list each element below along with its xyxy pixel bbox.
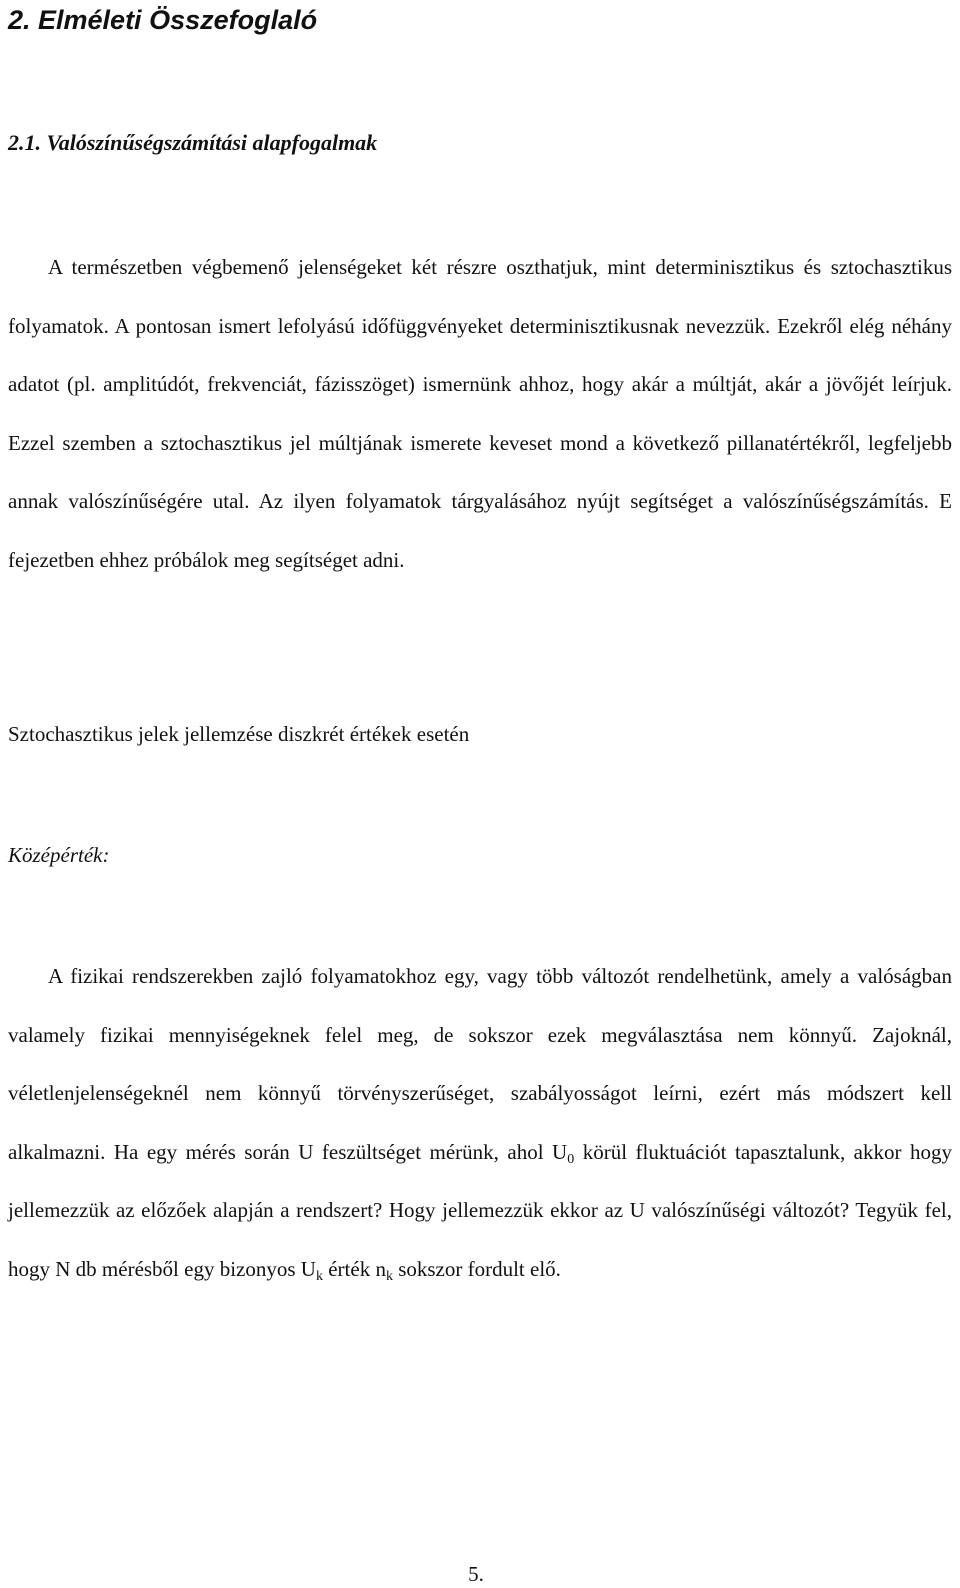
page-number: 5. xyxy=(468,1562,484,1586)
section-title: 2.1. Valószínűségszámítási alapfogalmak xyxy=(8,130,378,155)
main-paragraph-text-1: A fizikai rendszerekben zajló folyamatokhoz egy, vagy több változót rendelhetünk, amely a valóságban valamely fizikai mennyiségeknek felel meg, de sokszor ezek megválasztása nem könnyű. Zajoknál, véletlenjelenségeknél nem könnyű törvényszerűséget, szabályosságot leírni, ezért más módszert kell alkalmazni. Ha egy mérés során U feszültséget mérünk, ahol U xyxy=(8,964,952,1164)
main-paragraph-text-4: sokszor fordult elő. xyxy=(392,1256,561,1281)
main-paragraph-text-2: körül fluktuációt tapasztalunk, akkor hogy jellemezzük az előzőek alapján a rendszert? Hogy jellemezzük ekkor az U valószínűségi változót? Tegyük fel, hogy N db mérésből egy bizonyos U xyxy=(8,1139,952,1281)
subscript-u0: 0 xyxy=(567,1151,575,1167)
subscript-nk: k xyxy=(385,1268,393,1284)
main-paragraph-block xyxy=(8,947,952,1298)
subscript-uk: k xyxy=(315,1268,323,1284)
main-paragraph xyxy=(8,947,952,1298)
intro-paragraph-block xyxy=(8,238,952,589)
term-heading: Középérték: xyxy=(8,843,110,867)
subheading: Sztochasztikus jelek jellemzése diszkrét értékek esetén xyxy=(8,722,470,746)
main-paragraph-text-3: érték n xyxy=(322,1256,386,1281)
chapter-title: 2. Elméleti Összefoglaló xyxy=(8,5,318,35)
intro-paragraph: A természetben végbemenő jelenségeket két részre oszthatjuk, mint determinisztikus és sztochasztikus folyamatok. A pontosan ismert lefolyású időfüggvényeket determinisztikusnak nevezzük. Ezekről elég néhány adatot (pl. amplitúdót, frekvenciát, fázisszöget) ismernünk ahhoz, hogy akár a múltját, akár a jövőjét leírjuk. Ezzel szemben a sztochasztikus jel múltjának ismerete keveset mond a következő pillanatértékről, legfeljebb annak valószínűségére utal. Az ilyen folyamatok tárgyalásához nyújt segítséget a valószínűségszámítás. E fejezetben ehhez próbálok meg segítséget adni. xyxy=(8,255,952,572)
